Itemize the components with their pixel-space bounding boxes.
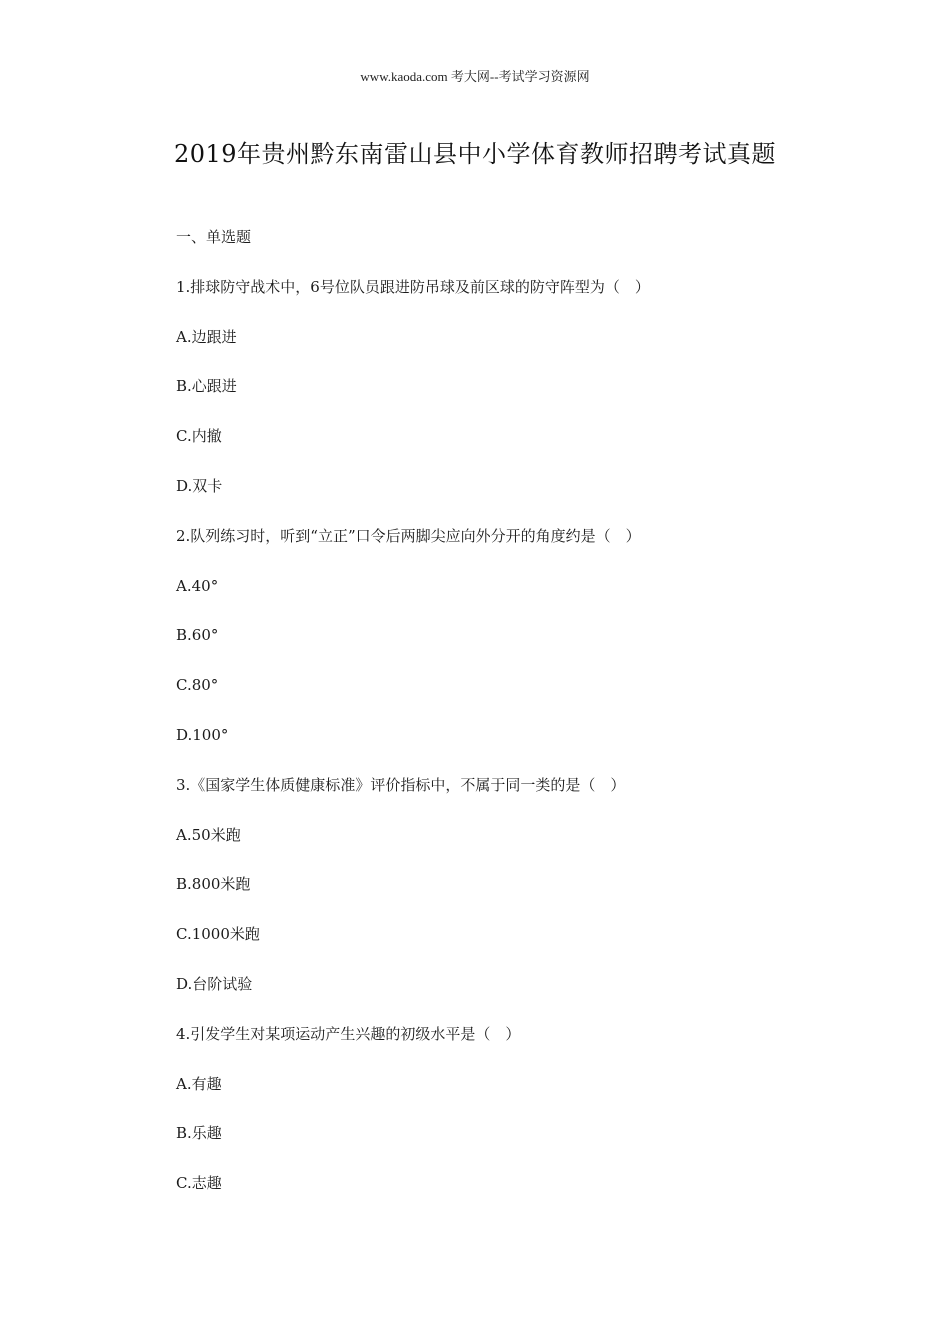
option-item: B.乐趣 bbox=[176, 1124, 222, 1143]
option-item: B.心跟进 bbox=[176, 377, 237, 396]
question-stem: 3.《国家学生体质健康标准》评价指标中，不属于同一类的是（ ） bbox=[176, 775, 626, 794]
option-item: A.边跟进 bbox=[176, 327, 237, 346]
option-item: C.80° bbox=[176, 676, 219, 695]
option-item: D.100° bbox=[176, 725, 229, 744]
question-stem: 4.引发学生对某项运动产生兴趣的初级水平是（ ） bbox=[176, 1024, 521, 1043]
option-item: B.800米跑 bbox=[176, 875, 251, 894]
section-heading: 一、单选题 bbox=[176, 228, 252, 246]
question-stem: 1.排球防守战术中，6号位队员跟进防吊球及前区球的防守阵型为（ ） bbox=[176, 277, 650, 296]
option-item: A.有趣 bbox=[176, 1074, 222, 1093]
option-item: A.50米跑 bbox=[176, 825, 241, 844]
option-item: C.志趣 bbox=[176, 1174, 222, 1193]
option-item: C.内撤 bbox=[176, 427, 222, 446]
option-item: D.台阶试验 bbox=[176, 974, 253, 993]
question-stem: 2.队列练习时，听到“立正”口令后两脚尖应向外分开的角度约是（ ） bbox=[176, 526, 641, 545]
option-item: B.60° bbox=[176, 626, 219, 645]
option-item: D.双卡 bbox=[176, 476, 223, 495]
option-item: A.40° bbox=[176, 576, 219, 595]
question-list bbox=[176, 226, 876, 1222]
document-title: 2019年贵州黔东南雷山县中小学体育教师招聘考试真题 bbox=[173, 140, 777, 168]
option-item: C.1000米跑 bbox=[176, 925, 260, 944]
site-header: www.kaoda.com 考大网--考试学习资源网 bbox=[360, 69, 590, 84]
